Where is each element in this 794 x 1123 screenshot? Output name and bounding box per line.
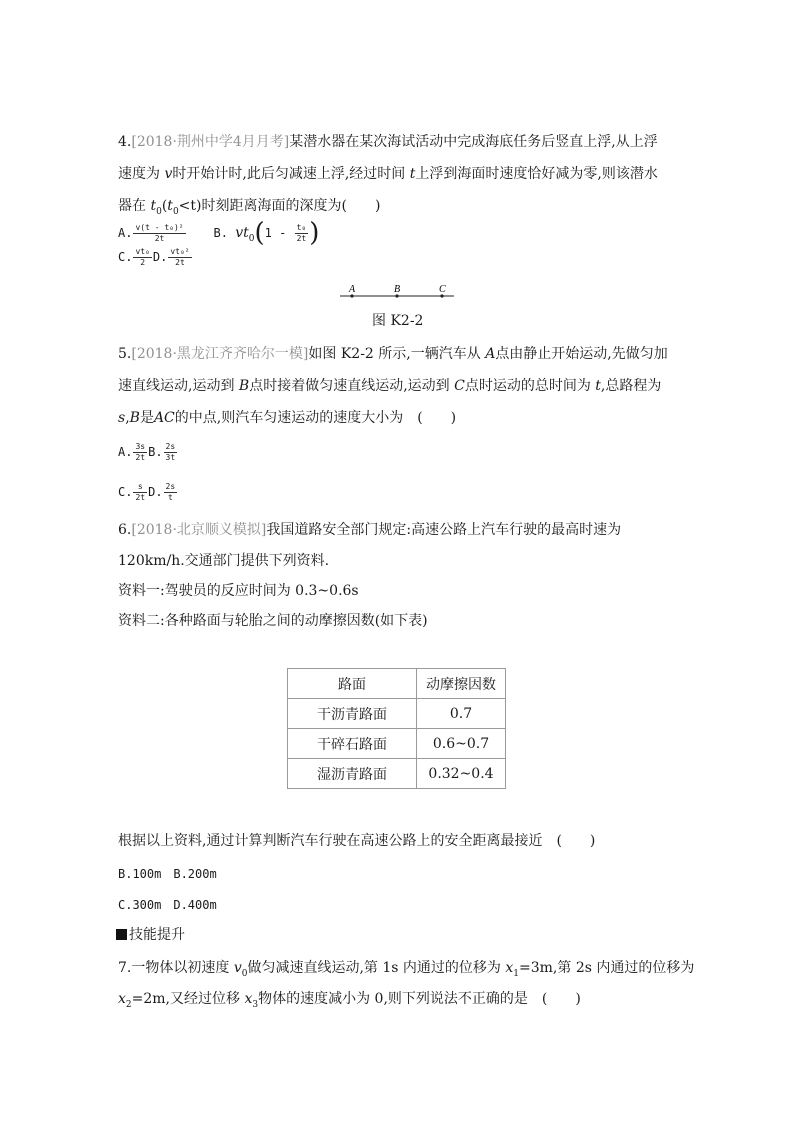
q5-text1b: 点由静止开始运动,先做匀加 [495, 346, 668, 362]
q6-source: [2018·北京顺义模拟] [131, 522, 267, 538]
q4-option-b-label: B. [213, 226, 236, 240]
q4-option-d-num: vt₀² [170, 246, 190, 256]
q5-option-d-label: D. [148, 485, 163, 499]
q4-text3b: ( [161, 198, 168, 214]
table-cell-coefficient: 0.6~0.7 [417, 729, 506, 759]
table-row [288, 729, 506, 759]
q4-option-b-sub: 0 [248, 233, 255, 244]
q6-options-line2: C.300m D.400m [118, 898, 217, 912]
q7-var-x1: x [505, 960, 514, 976]
q5-option-c-label: C. [118, 485, 133, 499]
q4-option-b-fraction [295, 223, 309, 244]
q4-text3c: <t)时刻距离海面的深度为( ) [178, 198, 381, 214]
q5-var-a: A [485, 346, 496, 362]
q7-text1b: 做匀减速直线运动,第 1s 内通过的位移为 [247, 960, 506, 976]
q4-var-t: t [409, 166, 416, 182]
q5-option-b-label: B. [148, 445, 163, 459]
q5-var-c: C [454, 378, 465, 394]
q7-text1a: 一物体以初速度 [131, 960, 234, 976]
q4-option-b-lparen: ( [254, 218, 265, 248]
q7-var-v: v [233, 960, 242, 976]
q4-source: [2018·荆州中学4月月考] [131, 134, 290, 150]
q5-options-ab [118, 437, 178, 467]
table-row [288, 759, 506, 789]
q4-option-d-label: D. [152, 250, 168, 264]
q4-option-c-den: 2 [140, 257, 146, 267]
q5-option-d-den: t [167, 492, 173, 502]
section-square-icon [116, 929, 127, 940]
q5-text3c: 的中点,则汽车匀速运动的速度大小为 ( ) [174, 410, 457, 426]
q5-var-t: t [595, 378, 601, 394]
q4-line2 [118, 164, 658, 184]
q5-text2a: 速直线运动,运动到 [118, 378, 239, 394]
q4-option-d-den: 2t [175, 257, 185, 267]
q4-option-c-num: vt₀ [135, 246, 150, 256]
q7-sub1: 1 [513, 968, 520, 979]
q5-option-a-den: 2t [135, 452, 146, 462]
q4-text3a: 器在 [118, 198, 151, 214]
table-cell-coefficient: 0.32~0.4 [417, 759, 506, 789]
section-title: 技能提升 [129, 927, 185, 943]
q7-text2b: 物体的速度减小为 0,则下列说法不正确的是 ( ) [258, 991, 581, 1007]
q6-number: 6. [118, 522, 132, 538]
q6-text1: 我国道路安全部门规定:高速公路上汽车行驶的最高时速为 [266, 522, 622, 538]
q5-option-b-num: 2s [165, 441, 176, 451]
q4-option-d-fraction [168, 247, 191, 268]
table-cell-road: 干碎石路面 [288, 729, 417, 759]
friction-table [287, 668, 506, 789]
q4-text2c: 上浮到海面时速度恰好减为零,则该潜水 [415, 166, 658, 182]
q7-sub0: 0 [241, 968, 248, 979]
table-header-coefficient: 动摩擦因数 [417, 669, 506, 699]
q5-line2 [118, 376, 661, 396]
q4-option-a-num: v(t - t₀)² [135, 222, 184, 232]
q5-option-d-fraction [164, 482, 178, 503]
q4-number: 4. [118, 134, 132, 150]
q5-option-a-label: A. [118, 445, 133, 459]
q5-option-a-num: 3s [135, 441, 146, 451]
q5-option-b-den: 3t [165, 452, 176, 462]
q5-text3a: , [125, 410, 130, 426]
q4-text2b: 时开始计时,此后匀减速上浮,经过时间 [172, 166, 410, 182]
table-header-road: 路面 [288, 669, 417, 699]
q4-option-b-num: t₀ [296, 222, 307, 232]
q4-sub0: 0 [156, 206, 162, 217]
q4-var-t0b: t [167, 198, 173, 214]
q4-option-c-label: C. [118, 250, 133, 264]
q4-options-cd [118, 242, 193, 272]
q4-option-b-rparen: ) [309, 218, 320, 248]
q5-number: 5. [118, 346, 132, 362]
q6-info1: 资料一:驾驶员的反应时间为 0.3~0.6s [118, 583, 359, 599]
q5-text2c: 点时运动的总时间为 [464, 378, 596, 394]
q5-text3b: 是 [139, 410, 154, 426]
figure-point-b-label: B [394, 284, 401, 295]
section-header [116, 925, 185, 945]
table-row [288, 699, 506, 729]
q4-option-a-fraction [133, 223, 185, 244]
q5-option-a-fraction [133, 442, 147, 463]
q4-sub0b: 0 [172, 206, 179, 217]
q7-line1 [118, 958, 694, 984]
q5-option-b-fraction [164, 442, 178, 463]
q5-options-cd [118, 477, 178, 507]
q5-text2d: ,总路程为 [600, 378, 662, 394]
q4-line1 [118, 132, 658, 152]
q5-var-s: s [118, 410, 126, 426]
table-cell-road: 干沥青路面 [288, 699, 417, 729]
q6-question: 根据以上资料,通过计算判断汽车行驶在高速公路上的安全距离最接近 ( ) [118, 833, 596, 849]
q5-line1 [118, 344, 668, 364]
q7-var-x3: x [244, 991, 253, 1007]
q5-option-c-num: s [133, 482, 147, 493]
q5-var-ac: AC [153, 410, 175, 426]
q4-text2a: 速度为 [118, 166, 165, 182]
figure-caption: 图 K2-2 [372, 313, 424, 329]
q6-line2: 120km/h.交通部门提供下列资料. [118, 553, 330, 569]
q7-text2a: =2m,又经过位移 [131, 991, 245, 1007]
q7-sub2: 2 [125, 999, 132, 1010]
q6-info2: 资料二:各种路面与轮胎之间的动摩擦因数(如下表) [118, 613, 428, 629]
q7-number: 7. [118, 960, 132, 976]
q4-var-v: v [164, 166, 173, 182]
table-header-row [288, 669, 506, 699]
table-cell-road: 湿沥青路面 [288, 759, 417, 789]
table-cell-coefficient: 0.7 [417, 699, 506, 729]
q6-line1 [118, 520, 621, 540]
figure-k2-2 [330, 280, 470, 302]
q5-option-c-fraction [133, 482, 147, 503]
q4-var-t0: t [150, 198, 157, 214]
q4-option-b-den: 2t [296, 233, 307, 243]
figure-point-a-label: A [349, 284, 356, 295]
q7-sub3: 3 [252, 999, 259, 1010]
q5-source: [2018·黑龙江齐齐哈尔一模] [131, 346, 309, 362]
q4-option-a-den: 2t [154, 233, 165, 243]
q4-text1: 某潜水器在某次海试活动中完成海底任务后竖直上浮,从上浮 [289, 134, 658, 150]
q5-option-d-num: 2s [165, 481, 176, 491]
q4-option-a-label: A. [118, 226, 133, 240]
q5-text2b: 点时接着做匀速直线运动,运动到 [249, 378, 455, 394]
q6-options-line1: B.100m B.200m [118, 867, 217, 881]
q7-line2 [118, 989, 581, 1015]
q5-var-b: B [238, 378, 250, 394]
q5-text1a: 如图 K2-2 所示,一辆汽车从 [308, 346, 486, 362]
figure-point-c-label: C [439, 284, 446, 295]
q4-option-b-inner: 1 - [264, 226, 294, 240]
q5-line3 [118, 408, 456, 428]
q4-option-b-vt: vt [235, 225, 249, 241]
q7-var-x2: x [118, 991, 126, 1007]
q4-option-c-fraction [133, 247, 151, 268]
q5-var-b2: B [129, 410, 140, 426]
q5-option-c-den: 2t [135, 492, 146, 502]
q7-text1c: =3m,第 2s 内通过的位移为 [519, 960, 695, 976]
